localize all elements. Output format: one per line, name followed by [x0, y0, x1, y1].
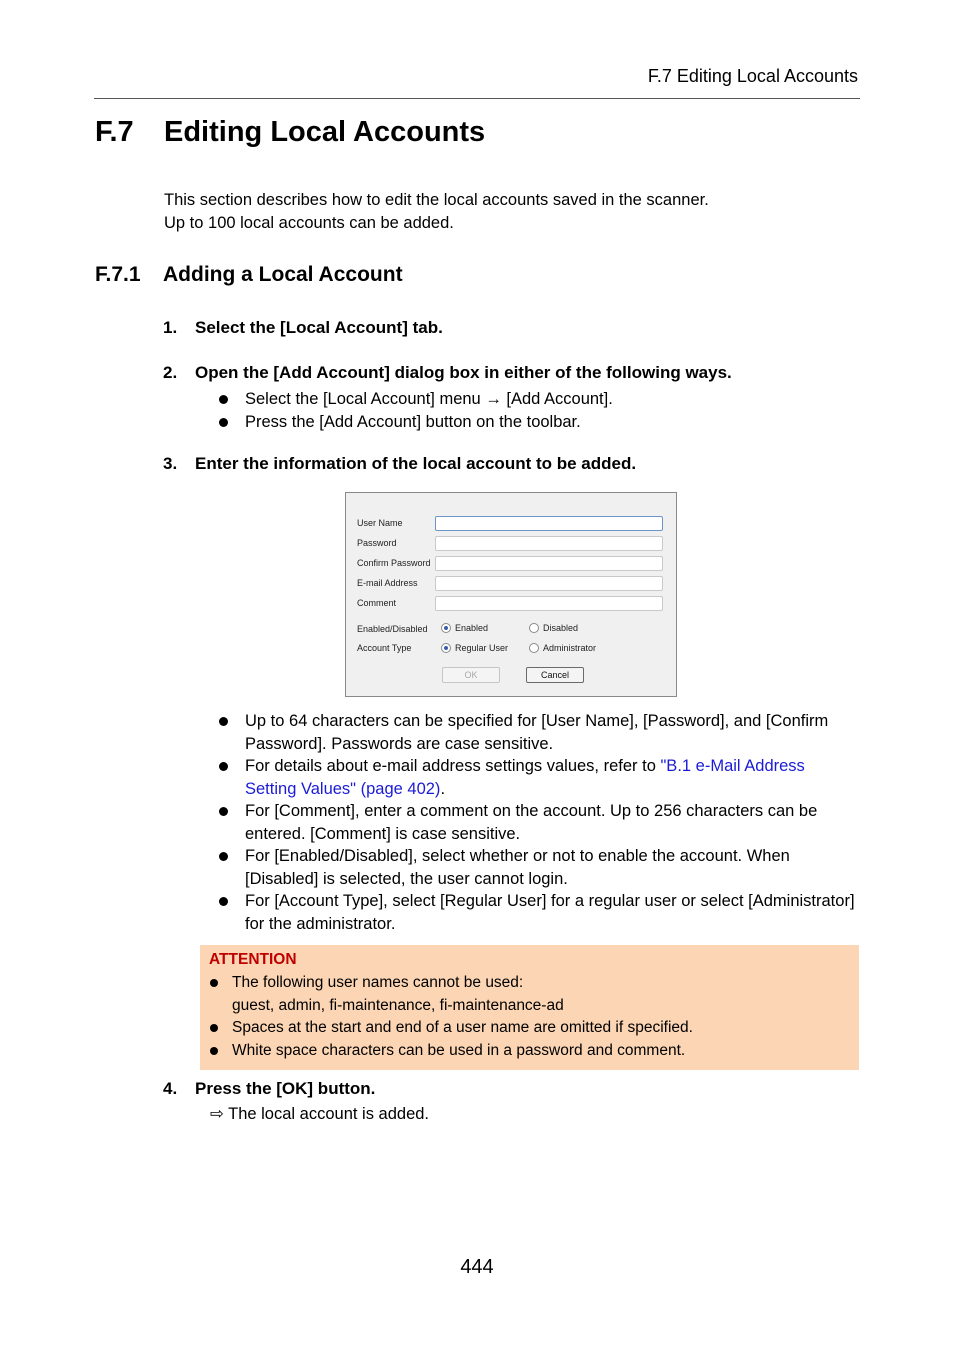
list-item: For [Comment], enter a comment on the account. Up to 256 characters can be entered. [Comment] is case sensitive. [219, 800, 859, 845]
regular-user-radio[interactable] [441, 643, 451, 653]
section-number: F.7 [95, 116, 134, 148]
enabled-radio-label: Enabled [455, 623, 489, 633]
disabled-radio[interactable] [529, 623, 539, 633]
confirm-password-input[interactable] [435, 556, 663, 571]
add-account-dialog [345, 492, 677, 697]
section-title-text: Editing Local Accounts [164, 116, 486, 148]
subsection-title [95, 263, 403, 287]
step-text: Select the [Local Account] tab. [195, 318, 443, 337]
password-label: Password [357, 538, 397, 548]
administrator-radio-label: Administrator [543, 643, 597, 653]
bullet-icon [210, 979, 218, 987]
confirm-password-label: Confirm Password [357, 558, 431, 568]
bullet-icon [219, 717, 228, 726]
bullet-icon [219, 852, 228, 861]
ok-button[interactable]: OK [442, 667, 500, 683]
step-text: Enter the information of the local account to be added. [195, 454, 637, 473]
account-type-label: Account Type [357, 643, 412, 653]
header-divider [94, 98, 860, 99]
step-number: 4. [163, 1079, 178, 1098]
step-number: 1. [163, 318, 178, 337]
bullet-icon [210, 1047, 218, 1055]
attention-list [209, 972, 849, 1062]
step-2 [163, 363, 732, 383]
list-item: For [Account Type], select [Regular User] for a regular user or select [Administrator] for the administrator. [219, 890, 859, 935]
email-address-label: E-mail Address [357, 578, 418, 588]
step-number: 3. [163, 454, 178, 473]
subsection-title-text: Adding a Local Account [163, 263, 403, 286]
cancel-button[interactable]: Cancel [526, 667, 584, 683]
attention-title: ATTENTION [209, 951, 297, 968]
list-item: For [Enabled/Disabled], select whether or not to enable the account. When [Disabled] is selected, the user cannot login. [219, 845, 859, 890]
list-item: Up to 64 characters can be specified for [User Name], [Password], and [Confirm Password]. Passwords are case sensitive. [219, 710, 859, 755]
attention-box [200, 945, 859, 1070]
bullet-icon [219, 418, 228, 427]
administrator-radio[interactable] [529, 643, 539, 653]
bullet-icon [219, 762, 228, 771]
result-arrow-icon: ⇨ [210, 1105, 224, 1123]
list-item: Spaces at the start and end of a user name are omitted if specified. [209, 1017, 849, 1040]
email-settings-link[interactable]: "B.1 e-Mail Address Setting Values" (page 402) [245, 757, 805, 798]
step-3 [163, 454, 636, 474]
step-number: 2. [163, 363, 178, 382]
bullet-icon [219, 807, 228, 816]
list-item: Select the [Local Account] menu → [Add Account]. [219, 388, 859, 411]
step-4 [163, 1079, 375, 1099]
step-text: Open the [Add Account] dialog box in either of the following ways. [195, 363, 732, 382]
disabled-radio-label: Disabled [543, 623, 579, 633]
section-title [95, 116, 485, 149]
bullet-icon [210, 1024, 218, 1032]
step-2-bullets [219, 388, 859, 433]
email-address-input[interactable] [435, 576, 663, 591]
user-name-input[interactable] [435, 516, 663, 531]
intro-line-2: Up to 100 local accounts can be added. [164, 214, 454, 232]
bullet-icon [219, 897, 228, 906]
comment-input[interactable] [435, 596, 663, 611]
page-number: 444 [460, 1256, 494, 1278]
list-item: For details about e-mail address settings values, refer to "B.1 e-Mail Address Setting Values" (page 402). [219, 755, 859, 800]
step-4-result [210, 1104, 429, 1124]
list-item: White space characters can be used in a password and comment. [209, 1040, 849, 1063]
subsection-number: F.7.1 [95, 263, 141, 286]
comment-label: Comment [357, 598, 397, 608]
enabled-radio[interactable] [441, 623, 451, 633]
field-notes-list [219, 710, 859, 935]
running-header: F.7 Editing Local Accounts [647, 66, 858, 86]
bullet-icon [219, 395, 228, 404]
intro-line-1: This section describes how to edit the local accounts saved in the scanner. [164, 191, 709, 209]
step-text: Press the [OK] button. [195, 1079, 376, 1098]
step-1 [163, 318, 443, 338]
regular-user-radio-label: Regular User [455, 643, 509, 653]
enabled-disabled-label: Enabled/Disabled [357, 624, 428, 634]
result-text: The local account is added. [228, 1105, 430, 1123]
list-item: The following user names cannot be used: guest, admin, fi-maintenance, fi-maintenance-ad [209, 972, 849, 1017]
list-item: Press the [Add Account] button on the toolbar. [219, 411, 859, 434]
password-input[interactable] [435, 536, 663, 551]
user-name-label: User Name [357, 518, 403, 528]
